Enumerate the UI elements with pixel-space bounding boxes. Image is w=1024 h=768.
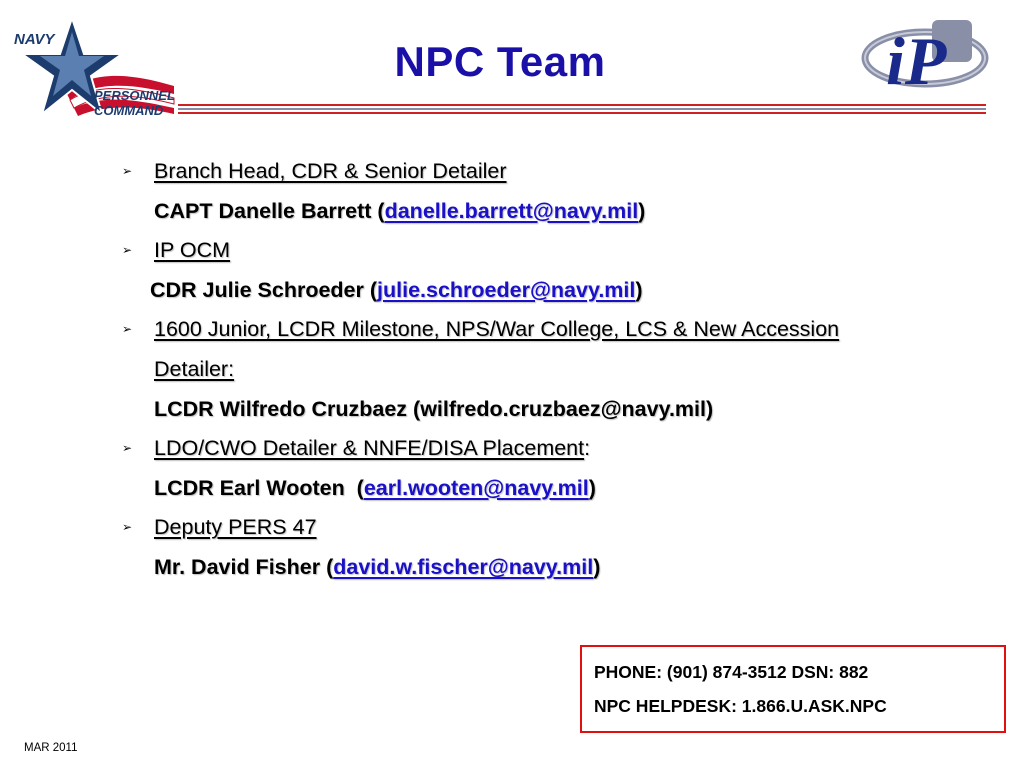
list-item	[122, 429, 1002, 469]
email-link[interactable]: julie.schroeder@navy.mil	[377, 277, 636, 302]
email-link[interactable]: david.w.fischer@navy.mil	[333, 554, 594, 579]
email-link[interactable]: earl.wooten@navy.mil	[363, 475, 589, 500]
list-item	[122, 508, 1002, 548]
bullet-arrow-icon: ➢	[122, 441, 133, 456]
list-item	[122, 231, 1002, 271]
bullet-arrow-icon: ➢	[122, 164, 133, 178]
phone-line: PHONE: (901) 874-3512 DSN: 882	[594, 662, 869, 682]
logo-text-navy: NAVY	[14, 31, 55, 48]
person-line	[122, 192, 1002, 232]
helpdesk-line: NPC HELPDESK: 1.866.U.ASK.NPC	[594, 696, 887, 716]
person-name: LCDR Wilfredo Cruzbaez (wilfredo.cruzbaez@navy.mil)	[154, 396, 714, 421]
person-name: LCDR Earl Wooten (earl.wooten@navy.mil)	[154, 475, 596, 500]
ip-logo	[860, 12, 990, 92]
person-name: Mr. David Fisher (david.w.fischer@navy.mil)	[154, 554, 601, 579]
email-link[interactable]: danelle.barrett@navy.mil	[384, 198, 639, 223]
ip-logo-letters: iP	[886, 23, 947, 92]
contact-box	[580, 645, 1006, 733]
page-title: NPC Team	[394, 38, 606, 85]
email-text: wilfredo.cruzbaez@navy.mil	[420, 396, 706, 421]
role-label: Branch Head, CDR & Senior Detailer	[154, 159, 507, 183]
person-line	[122, 390, 1002, 430]
role-label: Deputy PERS 47	[154, 515, 317, 540]
person-name: CAPT Danelle Barrett (danelle.barrett@navy.mil)	[154, 198, 646, 223]
role-label: IP OCM	[154, 238, 231, 263]
header-rule	[178, 104, 986, 114]
role-label-continued: Detailer:	[154, 356, 235, 381]
bullet-arrow-icon: ➢	[122, 322, 133, 337]
bullet-arrow-icon: ➢	[122, 243, 133, 258]
logo-text-command: COMMAND	[94, 103, 164, 118]
logo-text-personnel: PERSONNEL	[94, 88, 175, 103]
role-label: 1600 Junior, LCDR Milestone, NPS/War College, LCS & New Accession	[154, 317, 840, 342]
list-item	[122, 152, 1002, 192]
list-item	[122, 310, 1002, 350]
bullet-arrow-icon: ➢	[122, 520, 133, 535]
team-list	[122, 152, 1002, 588]
role-label: LDO/CWO Detailer & NNFE/DISA Placement:	[154, 436, 591, 461]
person-line	[122, 271, 1002, 311]
person-line	[122, 469, 1002, 509]
person-name: CDR Julie Schroeder (julie.schroeder@navy.mil)	[150, 277, 643, 302]
person-line	[122, 548, 1002, 588]
footer-date: MAR 2011	[24, 742, 78, 754]
role-continuation	[122, 350, 1002, 390]
